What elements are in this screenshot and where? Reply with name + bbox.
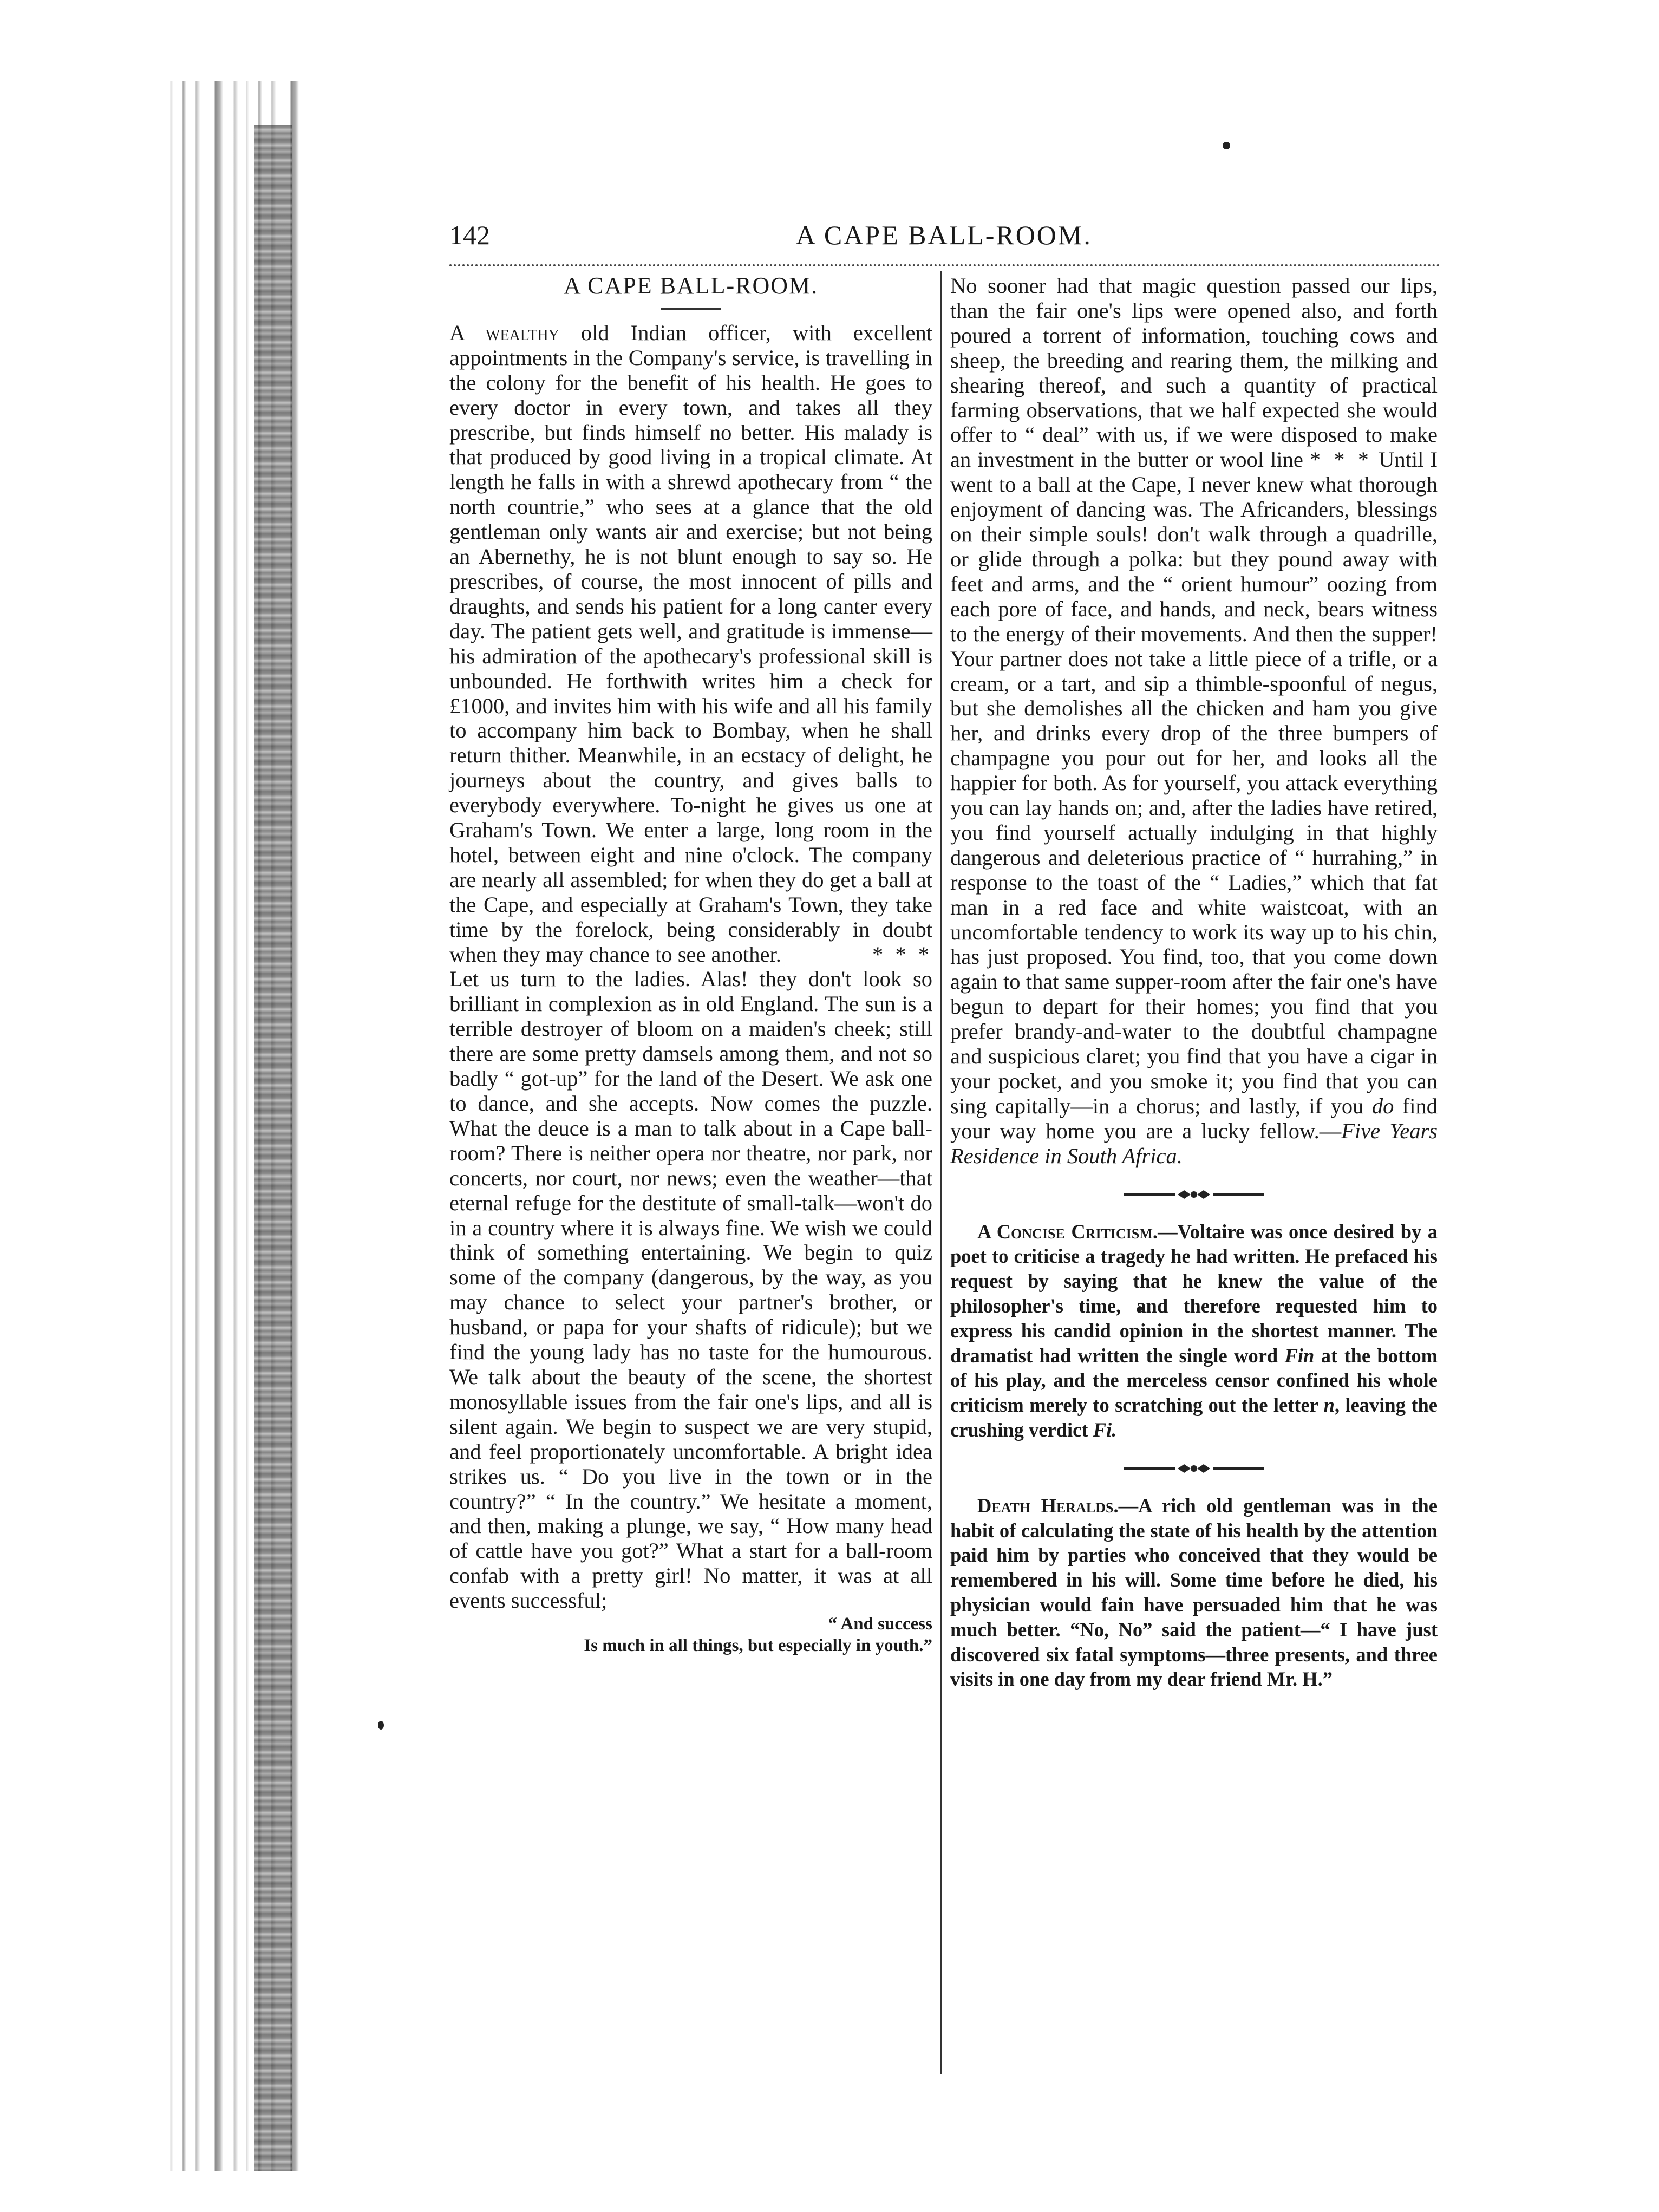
article-title: A CAPE BALL-ROOM. [563,272,819,299]
epigraph [449,1613,932,1656]
column-divider [940,271,942,2074]
section-asterisks-2: * * * [1309,447,1372,472]
scan-speck [1223,142,1230,149]
page-number: 142 [449,220,490,250]
concise-criticism-heading: A Concise Criticism. [977,1220,1158,1243]
header-rule [449,264,1440,266]
article-paragraph-4-text: Until I went to a ball at the Cape, I never knew what thorough enjoyment of dancing was. The Africanders, blessings on their simple souls! don't walk through a quadrille, or glide through a polka: but they pound away with feet and arms, and the “ orient humour” oozing from each pore of face, and hands, and neck, bears witness to the energy of their movements. And then the supper! Your partner does not take a little piece of a trifle, or a cream, or a tart, and sip a thimble-spoonful of negus, but she demolishes all the chicken and ham you give her, and drinks every drop of the three bumpers of champagne you pour out for her, and looks all the happier for both. As for yourself, you attack everything you can lay hands on; and, after the ladies have retired, you find yourself actually indulging in that highly dangerous and deleterious practice of “ hurrahing,” in response to the toast of the “ Ladies,” which that fat man in a red face and white waistcoat, with an uncomfortable tendency to work its way up to his chin, has just proposed. You find, too, that you come down again to that same supper-room after the fair one's have begun to depart for their homes; you find that you prefer brandy-and-water to the doubtful champagne and suspicious claret; you find that you have a cigar in your pocket, and you smoke it; you find that you can sing capitally—in a chorus; and lastly, if you [950,447,1438,1118]
concise-criticism-text-3: , leaving the crushing verdict [950,1394,1438,1441]
article-paragraph-1 [449,321,932,967]
lead-word: A wealthy [449,320,559,345]
running-title: A CAPE BALL-ROOM. [796,220,1092,250]
ornament-rule-icon [1124,1188,1264,1201]
emphasis-do: do [1371,1093,1394,1118]
letter-n: n [1323,1394,1335,1417]
epigraph-line-1: “ And success [828,1614,932,1634]
ornament-divider-1 [950,1188,1438,1201]
word-fi: Fi. [1093,1419,1117,1441]
concise-criticism-paragraph [950,1219,1438,1443]
concise-criticism-text-1: —Voltaire was once desired by a poet to criticise a tragedy he had written. He prefaced his request by saying that he knew the value of the philosopher's time, and therefore requested him to express his candid opinion in the shortest manner. The dramatist had written the single word [950,1220,1438,1367]
title-rule [661,308,721,310]
article-paragraph-4-end: find your way home you are a lucky fellow.— [950,1093,1438,1143]
article-paragraph-3-text: No sooner had that magic question passed our lips, than the fair one's lips were opened also, and forth poured a torrent of information, touching cows and sheep, the breeding and rearing them, the milking and shearing thereof, and such a quantity of practical farming observations, that we half expected she would offer to “ deal” with us, if we were disposed to make an investment in the butter or wool line [950,273,1438,472]
word-fin: Fin [1284,1344,1315,1367]
section-asterisks: * * * [872,942,932,967]
death-heralds-paragraph [950,1493,1438,1692]
scan-speck [378,1721,384,1730]
book-gutter-edge [254,125,292,2171]
article-source: Five Years Residence in South Africa. [950,1118,1438,1168]
concise-criticism-text-2: at the bottom of his play, and the merceless censor confined his whole criticism merely to scratching out the letter [950,1344,1438,1417]
ornament-rule-icon [1124,1462,1264,1475]
article-paragraph-2: Let us turn to the ladies. Alas! they don't look so brilliant in complexion as in old England. The sun is a terrible destroyer of bloom on a maiden's cheek; still there are some pretty damsels among them, and not so badly “ got-up” for the land of the Desert. We ask one to dance, and she accepts. Now comes the puzzle. What the deuce is a man to talk about in a Cape ball-room? There is neither opera nor theatre, nor park, nor concerts, nor court, nor news; even the weather—that eternal refuge for the destitute of small-talk—won't do in a country where it is always fine. We wish we could think of something entertaining. We begin to quiz some of the company (dangerous, by the way, as you may chance to select your partner's brother, or husband, or papa for your shafts of ridicule); but we find the young lady has no taste for the humourous. We talk about the beauty of the scene, the shortest monosyllable issues from the fair one's lips, and all is silent again. We begin to suspect we are very stupid, and feel proportionately uncomfortable. A bright idea strikes us. “ Do you live in the town or in the country?” “ In the country.” We hesitate a moment, and then, making a plunge, we say, “ How many head of cattle have you got?” What a start for a ball-room confab with a pretty girl! No matter, it was at all events successful; [449,967,932,1613]
left-column [449,273,932,1656]
epigraph-line-2: Is much in all things, but especially in youth.” [584,1636,932,1656]
death-heralds-text: —A rich old gentleman was in the habit of calculating the state of his health by the attention paid him by parties who conceived that they would be remembered in his will. Some time before he died, his physician would fain have persuaded him that he was much better. “No, No” said the patient—“ I have just discovered six fatal symptoms—three presents, and three visits in one day from my dear friend Mr. H.” [950,1494,1438,1691]
page-header [449,219,1440,263]
ornament-divider-2 [950,1462,1438,1475]
article-paragraph-3 [950,273,1438,1169]
death-heralds-heading: Death Heralds. [977,1494,1119,1517]
article-paragraph-1-text: old Indian officer, with excellent appointments in the Company's service, is travelling in the colony for the benefit of his health. He goes to every doctor in every town, and takes all they prescribe, but finds himself no better. His malady is that produced by good living in a tropical climate. At length he falls in with a shrewd apothecary from “ the north countrie,” who sees at a glance that the old gentleman only wants air and exercise; but not being an Abernethy, he is not blunt enough to say so. He prescribes, of course, the most innocent of pills and draughts, and sends his patient for a long canter every day. The patient gets well, and gratitude is immense—his admiration of the apothecary's professional skill is unbounded. He forthwith writes him a check for £1000, and invites him with his wife and all his family to accompany him back to Bombay, when he shall return thither. Meanwhile, in an ecstacy of delight, he journeys about the country, and gives balls to everybody everywhere. To-night he gives us one at Graham's Town. We enter a large, long room in the hotel, between eight and nine o'clock. The company are nearly all assembled; for when they do get a ball at the Cape, and especially at Graham's Town, they take time by the forelock, being considerably in doubt when they may chance to see another. [449,320,932,967]
right-column [950,273,1438,1692]
